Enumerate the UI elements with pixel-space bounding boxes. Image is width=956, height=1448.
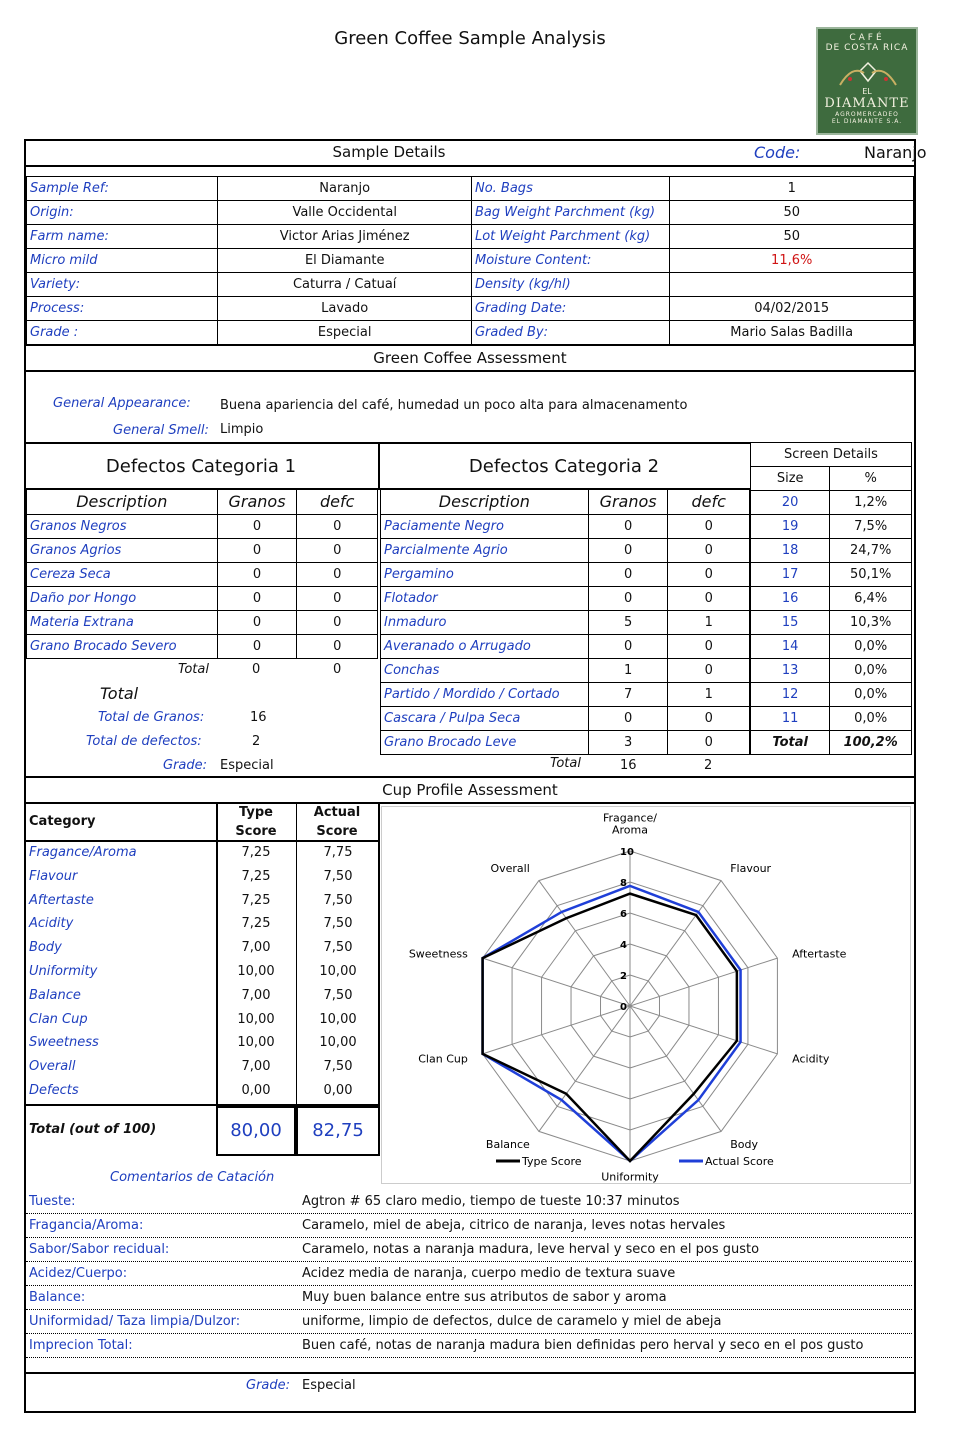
defect-granos: 0: [588, 634, 668, 658]
defect-defc: 0: [668, 562, 750, 586]
radar-tick-label: 4: [620, 940, 627, 951]
defect-name: Granos Agrios: [27, 538, 218, 562]
defect-name: Averanado o Arrugado: [381, 634, 589, 658]
comment-label: Tueste:: [29, 1194, 76, 1209]
cup-category: Fragance/Aroma: [29, 845, 137, 860]
col-size: Size: [751, 467, 830, 491]
defect-name: Inmaduro: [381, 610, 589, 634]
defect-granos: 7: [588, 682, 668, 706]
comment-row: [26, 1310, 912, 1334]
cup-type-score: 10,00: [237, 1035, 275, 1051]
comments-header: Comentarios de Catación: [110, 1170, 275, 1185]
defects1-table: [26, 490, 378, 659]
comment-row: [26, 1286, 912, 1310]
cup-total-type: 80,00: [216, 1106, 296, 1156]
table-row: [27, 610, 378, 634]
table-row: [27, 634, 378, 658]
sample-label: Moisture Content:: [471, 249, 669, 273]
defects1-total-defc: 0: [333, 662, 342, 677]
table-row: [751, 563, 912, 587]
defect-name: Cereza Seca: [27, 562, 218, 586]
sample-value: Naranjo: [218, 177, 472, 201]
defect-name: Granos Negros: [27, 514, 218, 538]
comment-row: [26, 1190, 912, 1214]
defects2-total-defc: 2: [704, 758, 713, 773]
comment-label: Sabor/Sabor recidual:: [29, 1242, 170, 1257]
table-row: [381, 586, 750, 610]
radar-axis-label: Aroma: [612, 823, 648, 837]
sample-label: Grade :: [27, 321, 218, 345]
screen-size: 15: [751, 611, 830, 635]
defect-name: Flotador: [381, 586, 589, 610]
defect-defc: 0: [297, 514, 378, 538]
defect-defc: 0: [668, 706, 750, 730]
col-header: Granos: [217, 490, 297, 514]
defect-name: Conchas: [381, 658, 589, 682]
cup-category: Balance: [29, 987, 81, 1003]
sample-row: [27, 249, 914, 273]
screen-pct: 0,0%: [830, 659, 912, 683]
defect-defc: 0: [668, 514, 750, 538]
legend-label: Type Score: [522, 1155, 582, 1168]
defect-name: Partido / Mordido / Cortado: [381, 682, 589, 706]
cup-type-score: 10,00: [237, 963, 275, 979]
col-header: Description: [381, 490, 589, 514]
screen-col-row: [751, 467, 912, 491]
defect-granos: 0: [588, 538, 668, 562]
comment-value: Caramelo, miel de abeja, citrico de naranja, leves notas hervales: [302, 1218, 726, 1233]
sample-row: [27, 177, 914, 201]
cup-profile-radar-chart: [381, 806, 911, 1184]
cup-type-score: 10,00: [237, 1011, 275, 1027]
sample-row: [27, 201, 914, 225]
cup-category: Clan Cup: [29, 1011, 88, 1027]
cup-total-label: Total (out of 100): [29, 1122, 157, 1137]
cup-actual-score: 10,00: [319, 1035, 357, 1051]
screen-size: 14: [751, 635, 830, 659]
cup-actual-score: 10,00: [319, 963, 357, 979]
table-row: [381, 730, 750, 754]
screen-pct: 6,4%: [830, 587, 912, 611]
comment-row: [26, 1214, 912, 1238]
cup-category: Acidity: [29, 916, 74, 932]
appearance-label: General Appearance:: [53, 396, 191, 411]
radar-axis-label: Overall: [490, 862, 530, 876]
defect-name: Paciamente Negro: [381, 514, 589, 538]
screen-pct: 0,0%: [830, 683, 912, 707]
col-header: Granos: [588, 490, 668, 514]
comment-value: Buen café, notas de naranja madura bien definidas pero herval y seco en el pos gusto: [302, 1338, 864, 1353]
screen-pct: 0,0%: [830, 635, 912, 659]
defect-defc: 0: [668, 658, 750, 682]
cup-category: Sweetness: [29, 1035, 99, 1051]
table-row: [381, 538, 750, 562]
section-title: Defectos Categoria 2: [468, 456, 660, 477]
cup-row: [26, 961, 380, 985]
cup-actual-score: 7,50: [323, 916, 353, 932]
screen-pct: 7,5%: [830, 515, 912, 539]
defect-granos: 0: [588, 514, 668, 538]
comment-label: Acidez/Cuerpo:: [29, 1266, 128, 1281]
radar-tick-label: 2: [620, 971, 627, 982]
sample-label: Process:: [27, 297, 218, 321]
defect-defc: 0: [297, 562, 378, 586]
sample-label: Origin:: [27, 201, 218, 225]
comment-row: [26, 1262, 912, 1286]
comment-label: Uniformidad/ Taza limpia/Dulzor:: [29, 1314, 241, 1329]
legend-label: Actual Score: [705, 1155, 774, 1168]
cup-type-score: 7,00: [241, 940, 271, 956]
defect-granos: 0: [588, 586, 668, 610]
defect-defc: 0: [297, 634, 378, 658]
cup-actual-score: 10,00: [319, 1011, 357, 1027]
cup-category: Overall: [29, 1059, 76, 1075]
comment-row: [26, 1334, 912, 1358]
screen-size: 12: [751, 683, 830, 707]
screen-size: 19: [751, 515, 830, 539]
sample-label: Variety:: [27, 273, 218, 297]
table-row: [27, 538, 378, 562]
sample-value: Lavado: [218, 297, 472, 321]
cup-type-score: 7,25: [241, 892, 271, 908]
col-pct: %: [830, 467, 912, 491]
defects2-table: [380, 490, 750, 755]
defect-defc: 0: [668, 586, 750, 610]
screen-size: 20: [751, 491, 830, 515]
defect-granos: 0: [588, 706, 668, 730]
radar-axis-label: Body: [730, 1137, 758, 1151]
cup-type-score: 7,25: [241, 916, 271, 932]
total-defectos-value: 2: [252, 734, 261, 749]
sample-label: Density (kg/hl): [471, 273, 669, 297]
defect-name: Grano Brocado Leve: [381, 730, 589, 754]
final-grade-label: Grade:: [246, 1378, 291, 1393]
sample-value: Mario Salas Badilla: [670, 321, 914, 345]
screen-size: 16: [751, 587, 830, 611]
code-value: Naranjo: [864, 143, 927, 162]
screen-size: 13: [751, 659, 830, 683]
defect-defc: 1: [668, 682, 750, 706]
defect-granos: 1: [588, 658, 668, 682]
radar-tick-label: 8: [620, 878, 627, 889]
cup-category: Flavour: [29, 868, 78, 884]
comment-value: Agtron # 65 claro medio, tiempo de tueste 10:37 minutos: [302, 1194, 680, 1209]
defect-granos: 0: [588, 562, 668, 586]
section-title: Cup Profile Assessment: [382, 781, 558, 799]
radar-axis-label: Clan Cup: [418, 1052, 468, 1066]
radar-axis-label: Acidity: [792, 1052, 830, 1066]
grade-label: Grade:: [163, 758, 208, 773]
assessment-header: [24, 344, 916, 372]
cup-score-rows: [26, 842, 380, 1104]
chart-border: [382, 807, 911, 1184]
table-row: [751, 683, 912, 707]
page-title: Green Coffee Sample Analysis: [334, 28, 606, 49]
table-row: [27, 514, 378, 538]
cup-row: [26, 1056, 380, 1080]
sample-label: Sample Ref:: [27, 177, 218, 201]
sample-value: El Diamante: [218, 249, 472, 273]
section-title: Green Coffee Assessment: [373, 349, 567, 367]
table-row: [381, 682, 750, 706]
radar-axis-label: Fragance/: [602, 811, 658, 825]
radar-tick-label: 0: [620, 1002, 627, 1013]
appearance-value: Buena apariencia del café, humedad un poco alta para almacenamento: [220, 398, 688, 413]
table-row: [751, 587, 912, 611]
sample-value: 04/02/2015: [670, 297, 914, 321]
table-row: [381, 610, 750, 634]
radar-axis-label: Balance: [485, 1137, 530, 1151]
comment-value: Caramelo, notas a naranja madura, leve herval y seco en el pos gusto: [302, 1242, 760, 1257]
defect-name: Parcialmente Agrio: [381, 538, 589, 562]
table-row: [751, 611, 912, 635]
comment-rows: [26, 1190, 912, 1358]
comment-value: Muy buen balance entre sus atributos de sabor y aroma: [302, 1290, 667, 1305]
defect-name: Materia Extrana: [27, 610, 218, 634]
final-grade-value: Especial: [302, 1378, 356, 1393]
screen-pct: 50,1%: [830, 563, 912, 587]
logo-text: AGROMERCADEO: [835, 111, 899, 118]
cup-col-headers: [26, 804, 380, 842]
cup-row: [26, 985, 380, 1009]
sample-row: [27, 297, 914, 321]
cup-actual-score: 7,50: [323, 868, 353, 884]
section-title: Defectos Categoria 1: [105, 456, 297, 477]
cup-actual-score: 7,75: [323, 845, 353, 860]
defect-name: Daño por Hongo: [27, 586, 218, 610]
table-row: [381, 514, 750, 538]
table-row: [381, 706, 750, 730]
cup-row: [26, 1080, 380, 1104]
col-type-1: Type: [239, 805, 273, 820]
cup-total-actual: 82,75: [296, 1106, 380, 1156]
table-row: [751, 539, 912, 563]
defect-defc: 0: [668, 538, 750, 562]
sample-row: [27, 321, 914, 345]
sample-label: Lot Weight Parchment (kg): [471, 225, 669, 249]
screen-size: 17: [751, 563, 830, 587]
radar-tick-label: 10: [620, 847, 634, 858]
cup-total-row: [26, 1104, 380, 1154]
defect-defc: 0: [668, 730, 750, 754]
screen-total-label: Total: [751, 731, 830, 755]
diamond-leaves-icon: [838, 59, 898, 89]
table-row: [751, 659, 912, 683]
cup-actual-score: 7,50: [323, 940, 353, 956]
cup-actual-score: 7,50: [323, 1059, 353, 1075]
defect-granos: 0: [217, 562, 297, 586]
screen-total-row: [751, 731, 912, 755]
table-header: [381, 490, 750, 514]
sample-label: Micro mild: [27, 249, 218, 273]
table-row: [751, 635, 912, 659]
logo-text: DIAMANTE: [824, 96, 910, 111]
col-header: Description: [27, 490, 218, 514]
cup-category: Uniformity: [29, 963, 98, 979]
sample-value: 1: [670, 177, 914, 201]
sample-value: Caturra / Catuaí: [218, 273, 472, 297]
table-row: [751, 491, 912, 515]
comment-row: [26, 1238, 912, 1262]
defects2-header: [378, 442, 750, 490]
screen-header: Screen Details: [751, 443, 912, 467]
table-row: [27, 586, 378, 610]
defect-granos: 0: [217, 538, 297, 562]
radar-axis-label: Sweetness: [408, 947, 468, 961]
cup-row: [26, 1032, 380, 1056]
table-header: [27, 490, 378, 514]
logo-text: DE COSTA RICA: [825, 43, 909, 53]
sample-label: Grading Date:: [471, 297, 669, 321]
cup-type-score: 7,25: [241, 868, 271, 884]
screen-pct: 24,7%: [830, 539, 912, 563]
defect-granos: 5: [588, 610, 668, 634]
radar-tick-label: 6: [620, 909, 627, 920]
col-actual-2: Score: [316, 824, 358, 839]
defect-defc: 0: [668, 634, 750, 658]
cup-actual-score: 7,50: [323, 987, 353, 1003]
sample-label: No. Bags: [471, 177, 669, 201]
col-actual-1: Actual: [313, 805, 361, 820]
screen-details-table: [750, 442, 912, 755]
defects2-total-label: Total: [550, 756, 581, 771]
screen-header-row: [751, 443, 912, 467]
table-row: [751, 515, 912, 539]
smell-label: General Smell:: [113, 423, 209, 438]
defect-defc: 1: [668, 610, 750, 634]
sample-details-table: [26, 176, 914, 345]
defect-defc: 0: [297, 610, 378, 634]
defect-defc: 0: [297, 538, 378, 562]
defects1-total-label: Total: [178, 662, 209, 677]
comment-value: Acidez media de naranja, cuerpo medio de textura suave: [302, 1266, 676, 1281]
sample-value: Victor Arias Jiménez: [218, 225, 472, 249]
sample-value: 50: [670, 201, 914, 225]
screen-pct: 1,2%: [830, 491, 912, 515]
radar-axis-label: Flavour: [730, 862, 772, 876]
sample-value: 50: [670, 225, 914, 249]
sample-label: Graded By:: [471, 321, 669, 345]
col-type-2: Score: [235, 824, 277, 839]
cup-row: [26, 890, 380, 914]
table-row: [381, 562, 750, 586]
code-label: Code:: [754, 143, 801, 162]
screen-size: 18: [751, 539, 830, 563]
defect-granos: 0: [217, 610, 297, 634]
radar-axis-label: Uniformity: [601, 1170, 659, 1184]
table-row: [27, 562, 378, 586]
cup-actual-score: 0,00: [323, 1082, 353, 1098]
radar-axis-label: Aftertaste: [792, 947, 847, 961]
sample-label: Bag Weight Parchment (kg): [471, 201, 669, 225]
defect-defc: 0: [297, 586, 378, 610]
comment-label: Balance:: [29, 1290, 86, 1305]
screen-size: 11: [751, 707, 830, 731]
sample-label: Farm name:: [27, 225, 218, 249]
section-title: Sample Details: [332, 143, 446, 161]
cup-row: [26, 1009, 380, 1033]
cup-row: [26, 842, 380, 866]
cup-type-score: 7,25: [241, 845, 271, 860]
cup-category: Aftertaste: [29, 892, 94, 908]
screen-total-value: 100,2%: [830, 731, 912, 755]
cup-row: [26, 913, 380, 937]
defects1-total-granos: 0: [252, 662, 261, 677]
sample-row: [27, 225, 914, 249]
table-row: [751, 707, 912, 731]
smell-value: Limpio: [220, 422, 264, 437]
defect-name: Pergamino: [381, 562, 589, 586]
cup-row: [26, 866, 380, 890]
defects1-header: [24, 442, 380, 490]
grade-value: Especial: [220, 758, 274, 773]
screen-pct: 0,0%: [830, 707, 912, 731]
defect-granos: 0: [217, 514, 297, 538]
total-granos-value: 16: [250, 710, 267, 725]
sample-value: Especial: [218, 321, 472, 345]
sample-value: [670, 273, 914, 297]
defect-name: Cascara / Pulpa Seca: [381, 706, 589, 730]
screen-pct: 10,3%: [830, 611, 912, 635]
cup-category: Body: [29, 940, 62, 956]
total-defectos-label: Total de defectos:: [86, 734, 202, 749]
sample-value: 11,6%: [670, 249, 914, 273]
cup-header: [24, 776, 916, 804]
sample-row: [27, 273, 914, 297]
comment-label: Fragancia/Aroma:: [29, 1218, 144, 1233]
cup-type-score: 0,00: [241, 1082, 271, 1098]
summary-title: Total: [100, 684, 139, 703]
sample-details-header: [24, 139, 927, 167]
defect-granos: 0: [217, 634, 297, 658]
col-header: defc: [297, 490, 378, 514]
cup-type-score: 7,00: [241, 987, 271, 1003]
sample-value: Valle Occidental: [218, 201, 472, 225]
logo-text: EL DIAMANTE S.A.: [831, 118, 903, 125]
table-row: [381, 658, 750, 682]
cup-actual-score: 7,50: [323, 892, 353, 908]
brand-logo: [816, 27, 918, 135]
defects2-total-granos: 16: [620, 758, 637, 773]
col-header: defc: [668, 490, 750, 514]
logo-text: CAFÉ: [849, 33, 885, 43]
table-row: [381, 634, 750, 658]
defect-granos: 0: [217, 586, 297, 610]
defect-name: Grano Brocado Severo: [27, 634, 218, 658]
cup-category: Defects: [29, 1082, 79, 1098]
defect-granos: 3: [588, 730, 668, 754]
cup-row: [26, 937, 380, 961]
cup-type-score: 7,00: [241, 1059, 271, 1075]
col-category: Category: [29, 814, 96, 829]
comment-label: Imprecion Total:: [29, 1338, 133, 1353]
total-granos-label: Total de Granos:: [98, 710, 205, 725]
comment-value: uniforme, limpio de defectos, dulce de caramelo y miel de abeja: [302, 1314, 722, 1329]
logo-text: EL: [862, 87, 872, 96]
